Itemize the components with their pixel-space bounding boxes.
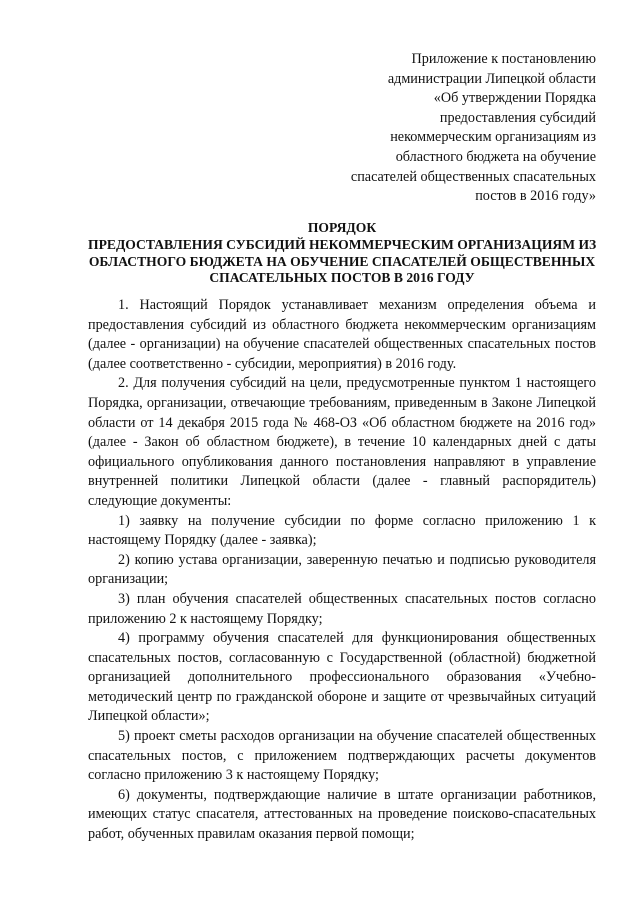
list-item-1: 1) заявку на получение субсидии по форме согласно приложению 1 к настоящему Порядку (далее - заявка);	[88, 512, 596, 549]
list-item-2: 2) копию устава организации, заверенную печатью и подписью руководителя организации;	[88, 551, 596, 588]
list-item-6: 6) документы, подтверждающие наличие в штате организации работников, имеющих статус спасателя, аттестованных на проведение поисково-спасательных работ, обученных правилам оказания первой помощи;	[88, 786, 596, 843]
appendix-line: Приложение к постановлению	[411, 51, 596, 67]
list-item-3: 3) план обучения спасателей общественных спасательных постов согласно приложению 2 к настоящему Порядку;	[88, 590, 596, 627]
title-line: СПАСАТЕЛЬНЫХ ПОСТОВ В 2016 ГОДУ	[209, 270, 475, 286]
appendix-line: областного бюджета на обучение	[395, 148, 596, 165]
appendix-line: постов в 2016 году»	[475, 188, 596, 205]
document-body	[88, 296, 596, 845]
title-line: ОБЛАСТНОГО БЮДЖЕТА НА ОБУЧЕНИЕ СПАСАТЕЛЕЙ ОБЩЕСТВЕННЫХ	[88, 253, 596, 269]
list-item-4: 4) программу обучения спасателей для функционирования общественных спасательных постов, согласованную с Государственной (областной) бюджетной организацией дополнительного профессионального образования «Учебно-методический центр по гражданской обороне и защите от чрезвычайных ситуаций Липецкой области»;	[88, 630, 596, 725]
appendix-line: спасателей общественных спасательных	[350, 168, 596, 185]
appendix-line: некоммерческим организациям из	[390, 129, 596, 146]
appendix-line: «Об утверждении Порядка	[433, 90, 596, 107]
paragraph-1: 1. Настоящий Порядок устанавливает механизм определения объема и предоставления субсидий из областного бюджета некоммерческим организациям (далее - организации) на обучение спасателей общественных спасательных постов (далее соответственно - субсидии, мероприятия) в 2016 году.	[88, 297, 596, 372]
appendix-header	[306, 50, 596, 207]
appendix-line: предоставления субсидий	[439, 109, 596, 126]
title-heading: ПОРЯДОК	[307, 220, 377, 235]
document-title	[88, 220, 596, 287]
list-item-5: 5) проект сметы расходов организации на обучение спасателей общественных спасательных постов, с приложением подтверждающих расчеты документов согласно приложению 3 к настоящему Порядку;	[88, 728, 596, 784]
title-line: ПРЕДОСТАВЛЕНИЯ СУБСИДИЙ НЕКОММЕРЧЕСКИМ ОРГАНИЗАЦИЯМ ИЗ	[88, 236, 597, 252]
appendix-line: администрации Липецкой области	[387, 70, 596, 87]
paragraph-2: 2. Для получения субсидий на цели, предусмотренные пунктом 1 настоящего Порядка, организации, отвечающие требованиям, приведенным в Законе Липецкой области от 14 декабря 2015 года № 468-ОЗ «Об областном бюджете на 2016 год» (далее - Закон об областном бюджете), в течение 10 календарных дней с даты официального опубликования данного постановления направляют в управление внутренней политики Липецкой области (далее - главный распорядитель) следующие документы:	[88, 375, 596, 509]
